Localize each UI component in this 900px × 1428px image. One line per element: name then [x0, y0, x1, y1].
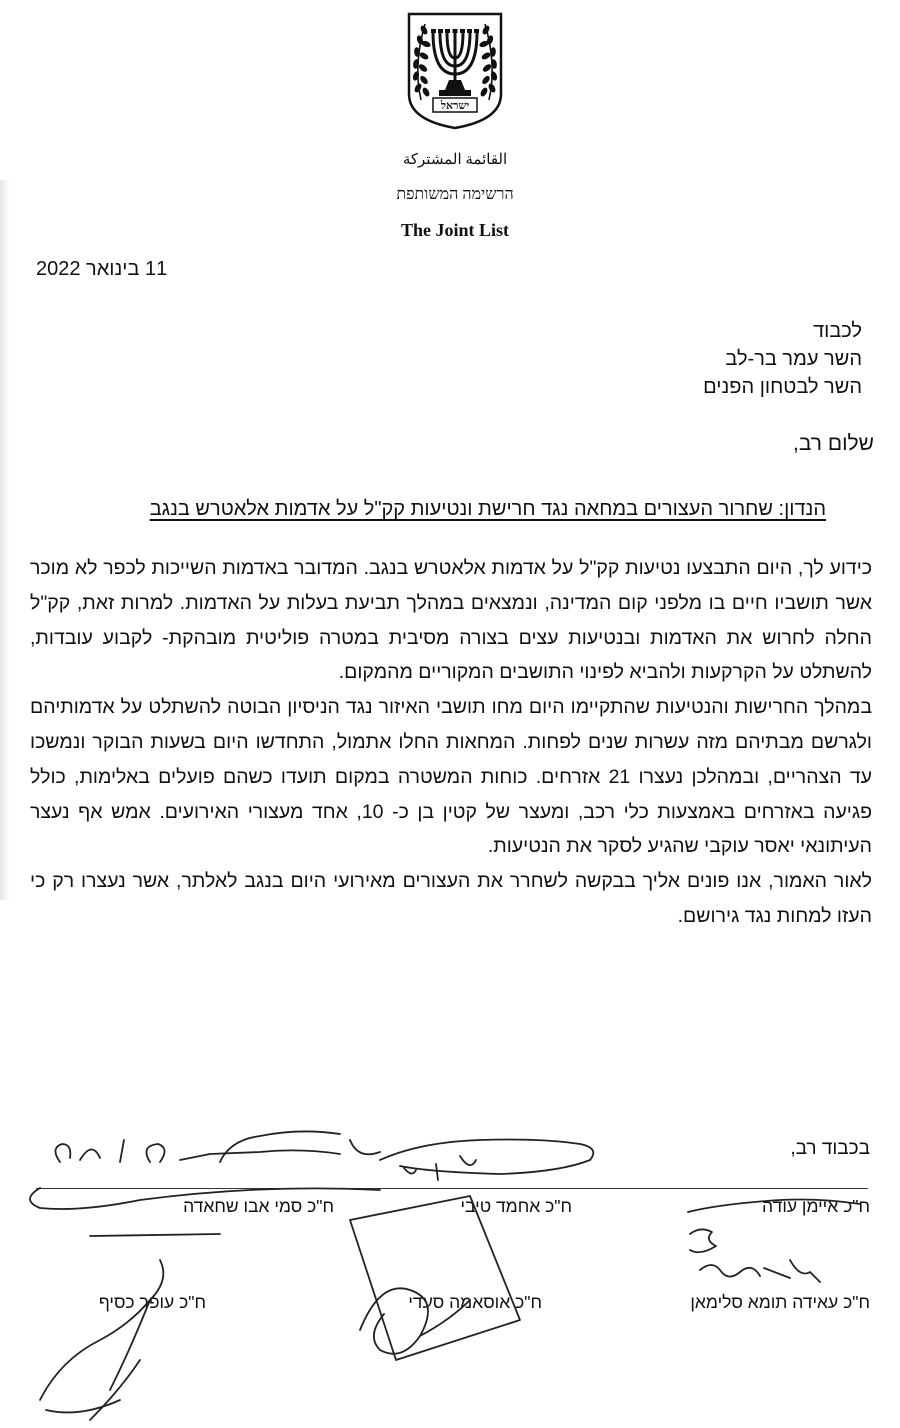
greeting: שלום רב,: [793, 432, 874, 455]
israel-emblem-icon: [405, 10, 505, 132]
letter-date: 11 בינואר 2022: [36, 258, 168, 280]
signatory-osama-saadi: ח"כ אוסאמה סעדי: [408, 1292, 542, 1312]
signatory-ahmad-tibi: ח"כ אחמד טיבי: [460, 1196, 572, 1216]
addressee-line-2: השר עמר בר-לב: [725, 348, 862, 370]
signatory-ayman-odeh: ח"כ איימן עודה: [762, 1196, 870, 1216]
page-edge-shadow: [0, 180, 10, 900]
handwritten-signatures: [0, 1100, 900, 1428]
subject-line: הנדון: שחרור העצורים במחאה נגד חרישת ונטיעות קק"ל על אדמות אלאטרש בנגב: [149, 498, 826, 520]
signature-line-row1: [36, 1188, 868, 1189]
signatory-ofer-cassif: ח"כ עופר כסיף: [98, 1292, 206, 1312]
emblem-caption: ישראל: [440, 100, 470, 112]
body-paragraph-3: לאור האמור, אנו פונים אליך בבקשה לשחרר את העצורים מאירועי היום בנגב לאלתר, אשר נעצרו רק כי העזו למחות נגד גירושם.: [30, 870, 872, 927]
party-name-hebrew: הרשימה המשותפת: [396, 186, 514, 203]
signatory-aida-touma-suleiman: ח"כ עאידה תומא סלימאן: [690, 1292, 870, 1312]
closing-salutation: בכבוד רב,: [790, 1138, 870, 1159]
signatory-sami-abu-shehadeh: ח"כ סמי אבו שחאדה: [183, 1196, 334, 1216]
addressee-line-3: השר לבטחון הפנים: [703, 376, 862, 398]
body-paragraph-1: כידוע לך, היום התבצעו נטיעות קק"ל על אדמות אלאטרש בנגב. המדובר באדמות השייכות לכפר לא מוכר אשר תושביו חיים בו מלפני קום המדינה, ונמצאים במהלך תביעת בעלות על האדמות. למרות זאת, קק"ל החלה לחרוש את האדמות ובנטיעות עצים בצורה מסיבית במטרה פוליטית מובהקת- לקבוע עובדות, להשתלט על הקרקעות ולהביא לפינוי התושבים המקוריים מהמקום.: [30, 557, 872, 684]
body-paragraph-2: במהלך החרישות והנטיעות שהתקיימו היום מחו תושבי האיזור נגד הניסיון הבוטה להשתלט על אדמותיהם ולגרשם מבתיהם מזה עשרות שנים לפחות. המחאות החלו אתמול, התחדשו היום בשעות הבוקר ונמשכו עד הצהריים, ובמהלכן נעצרו 21 אזרחים. כוחות המשטרה במקום תועדו כשהם פועלים באלימות, כולל פגיעה באזרחים באמצעות כלי רכב, ומעצר של קטין בן כ- 10, אחד מעצורי האירועים. אמש אף נעצר העיתונאי יאסר עוקבי שהגיע לסקר את הנטיעות.: [30, 696, 872, 858]
letter-body: [30, 551, 872, 934]
addressee-line-1: לכבוד: [813, 320, 862, 342]
party-name-arabic: القائمة المشتركة: [402, 152, 508, 168]
party-name-english: The Joint List: [400, 220, 510, 240]
